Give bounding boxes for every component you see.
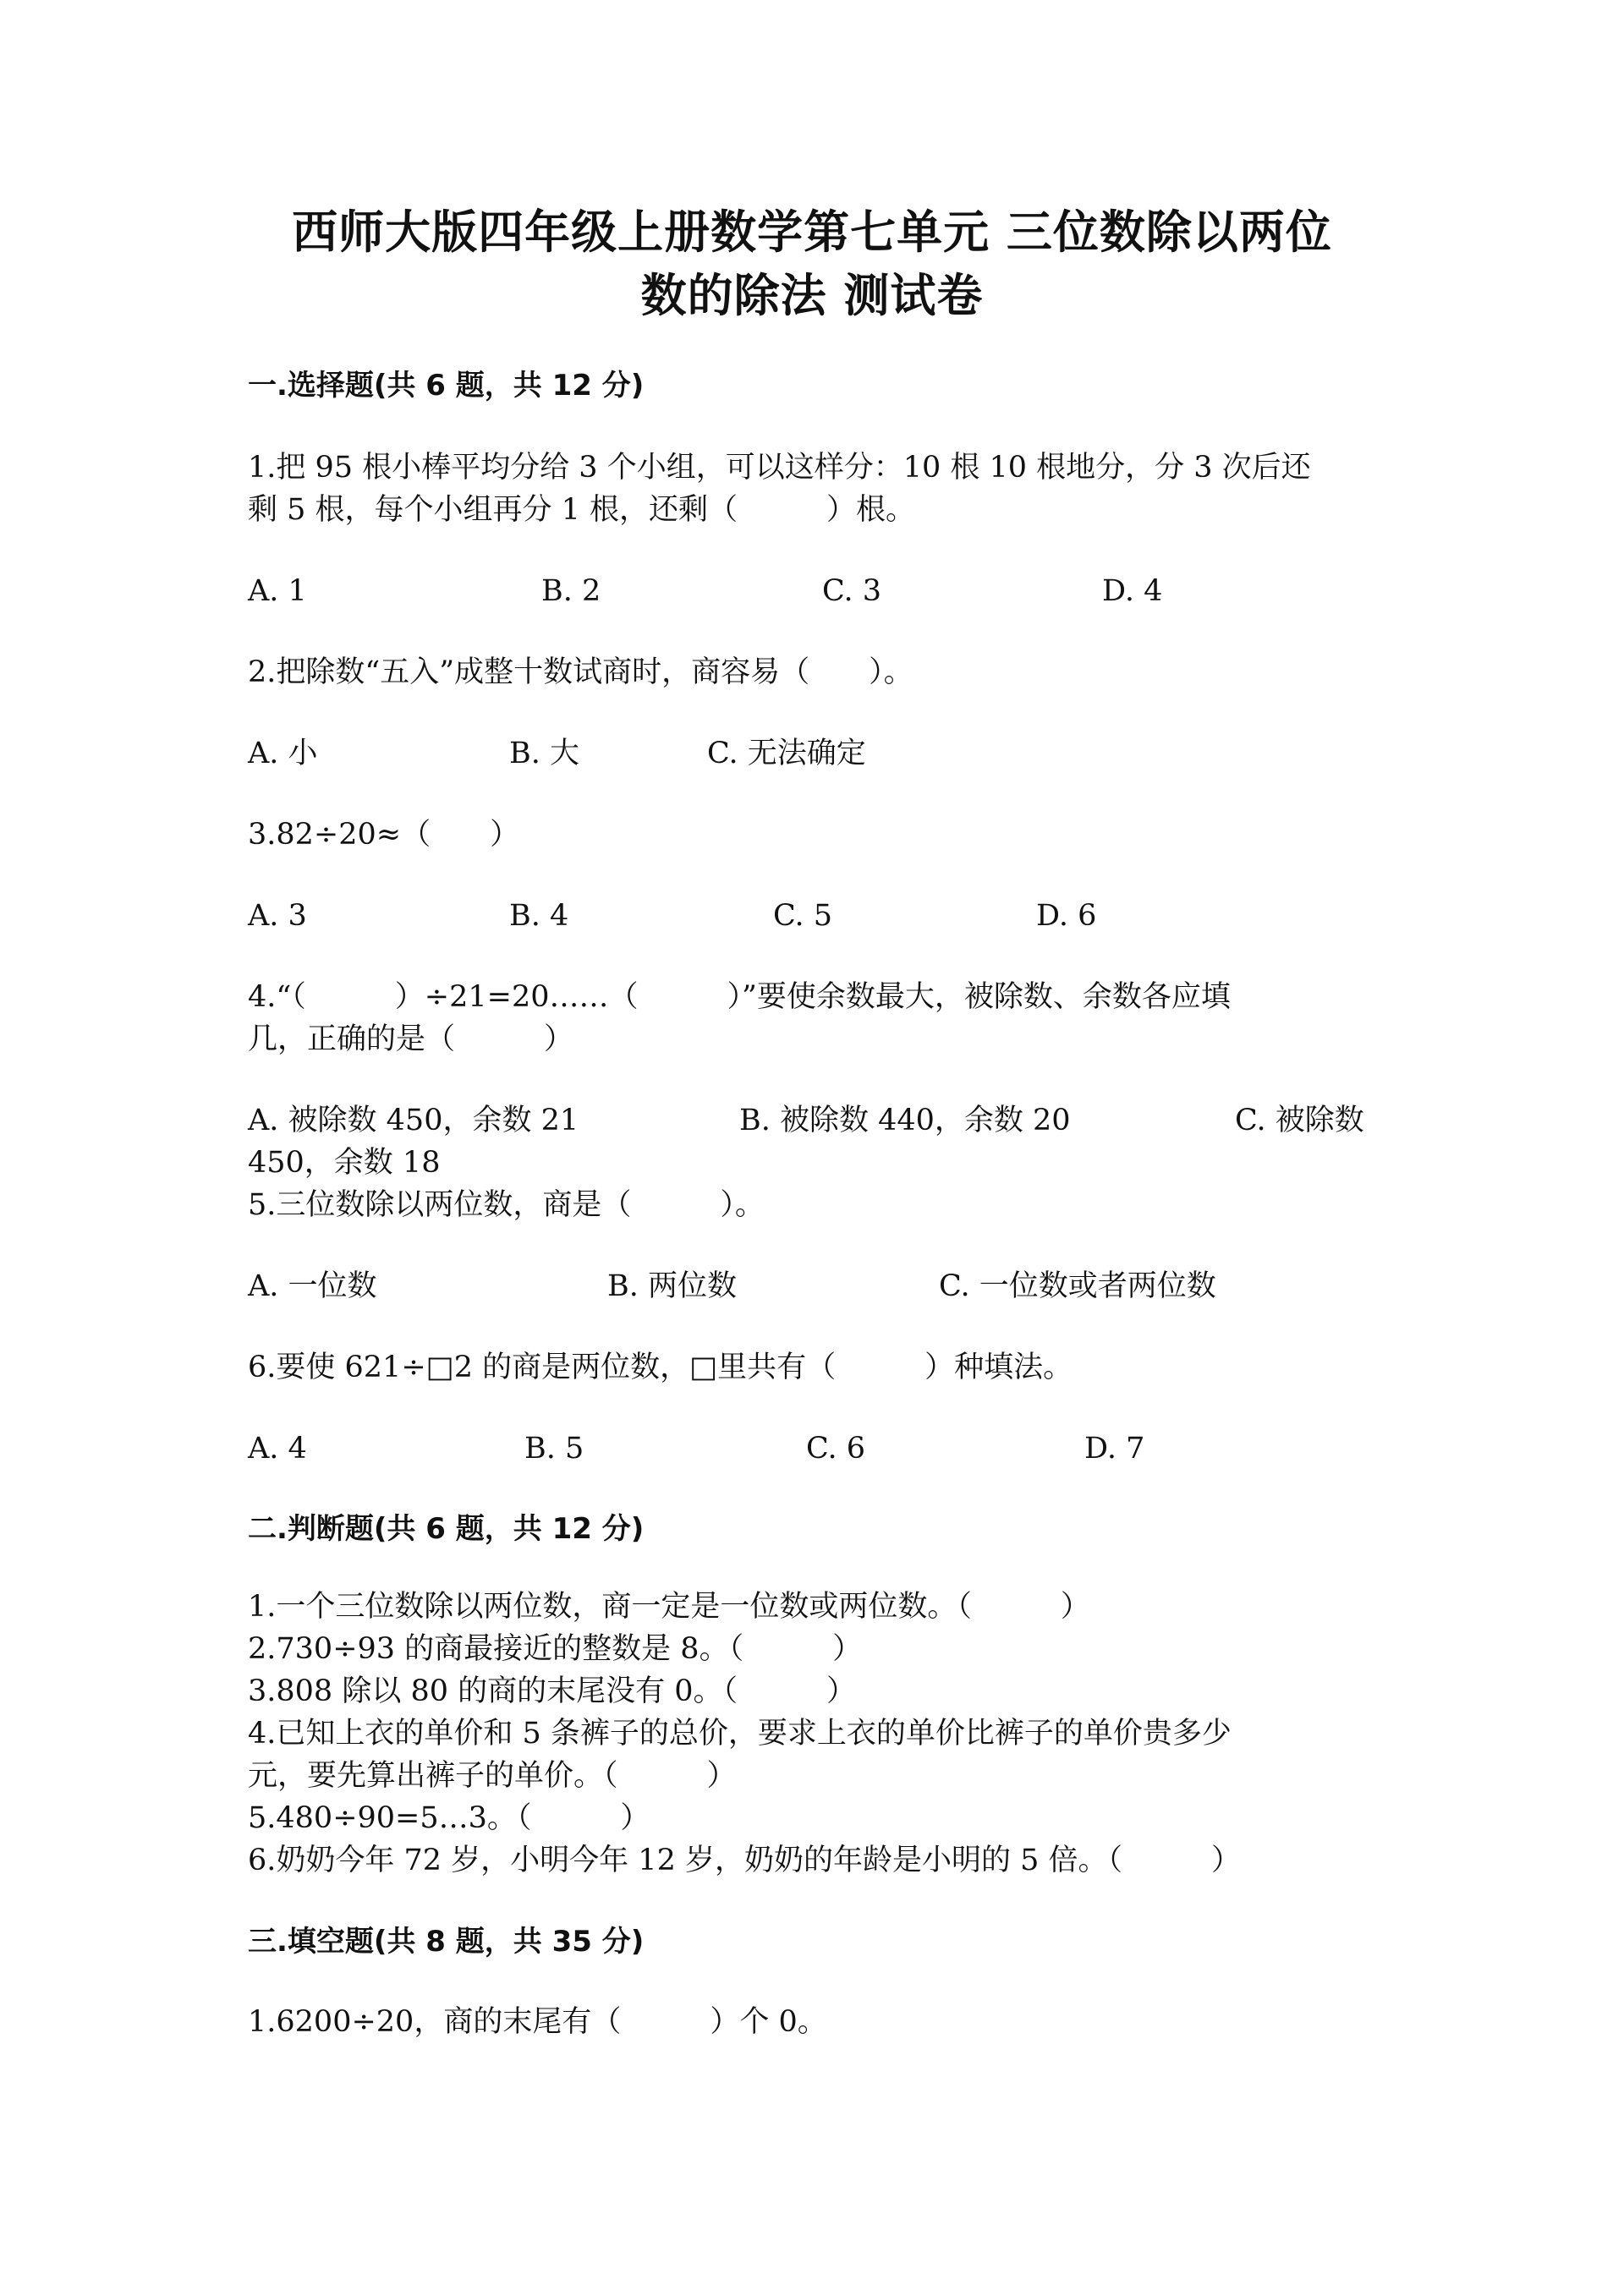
section-heading-choice: 一.选择题(共 6 题，共 12 分) [248,369,645,403]
statement-text: 4.已知上衣的单价和 5 条裤子的总价，要求上衣的单价比裤子的单价贵多少 [248,1717,1232,1751]
option-b: B. 5 [524,1432,584,1466]
statement-text: 3.808 除以 80 的商的末尾没有 0。（ ） [248,1674,857,1708]
statement-text: 元，要先算出裤子的单价。（ ） [248,1759,737,1793]
option-a: A. 小 [248,737,318,770]
option-a: A. 4 [248,1432,307,1466]
option-c: C. 一位数或者两位数 [939,1269,1216,1303]
option-c-continued: 450，余数 18 [248,1146,441,1180]
option-d: D. 6 [1036,899,1097,933]
option-a: A. 3 [248,899,307,933]
option-b: B. 2 [541,574,601,608]
question-text: 1.把 95 根小棒平均分给 3 个小组，可以这样分：10 根 10 根地分，分 3 次后还 [248,451,1311,485]
option-b: B. 两位数 [607,1269,737,1303]
question-text: 剩 5 根，每个小组再分 1 根，还剩（ ）根。 [248,493,916,527]
question-text: 1.6200÷20，商的末尾有（ ）个 0。 [248,2005,827,2039]
option-c: C. 5 [773,899,833,933]
option-c: C. 3 [822,574,882,608]
section-heading-fill-in: 三.填空题(共 8 题，共 35 分) [248,1925,645,1959]
option-d: D. 4 [1102,574,1163,608]
statement-text: 6.奶奶今年 72 岁，小明今年 12 岁，奶奶的年龄是小明的 5 倍。（ ） [248,1844,1241,1877]
option-b: B. 大 [509,737,579,770]
option-c: C. 无法确定 [707,737,866,770]
exam-title-line-1: 西师大版四年级上册数学第七单元 三位数除以两位 [292,205,1332,259]
statement-text: 1.一个三位数除以两位数，商一定是一位数或两位数。（ ） [248,1590,1090,1624]
question-text: 5.三位数除以两位数，商是（ ）。 [248,1188,765,1222]
option-a: A. 1 [248,574,307,608]
option-b: B. 被除数 440，余数 20 [739,1104,1071,1137]
option-c: C. 被除数 [1235,1104,1364,1137]
section-heading-judgement: 二.判断题(共 6 题，共 12 分) [248,1512,645,1546]
question-text: 3.82÷20≈（ ） [248,818,520,852]
question-text: 几，正确的是（ ） [248,1022,574,1056]
option-a: A. 被除数 450，余数 21 [248,1104,579,1137]
option-d: D. 7 [1084,1432,1145,1466]
exam-title-line-2: 数的除法 测试卷 [640,269,984,322]
question-text: 4.“（ ）÷21=20……（ ）”要使余数最大，被除数、余数各应填 [248,980,1231,1014]
statement-text: 2.730÷93 的商最接近的整数是 8。（ ） [248,1632,863,1666]
option-c: C. 6 [806,1432,866,1466]
statement-text: 5.480÷90=5…3。（ ） [248,1801,650,1835]
option-b: B. 4 [509,899,569,933]
question-text: 2.把除数“五入”成整十数试商时，商容易（ ）。 [248,655,914,689]
option-a: A. 一位数 [248,1269,377,1303]
question-text: 6.要使 621÷□2 的商是两位数，□里共有（ ）种填法。 [248,1351,1073,1384]
